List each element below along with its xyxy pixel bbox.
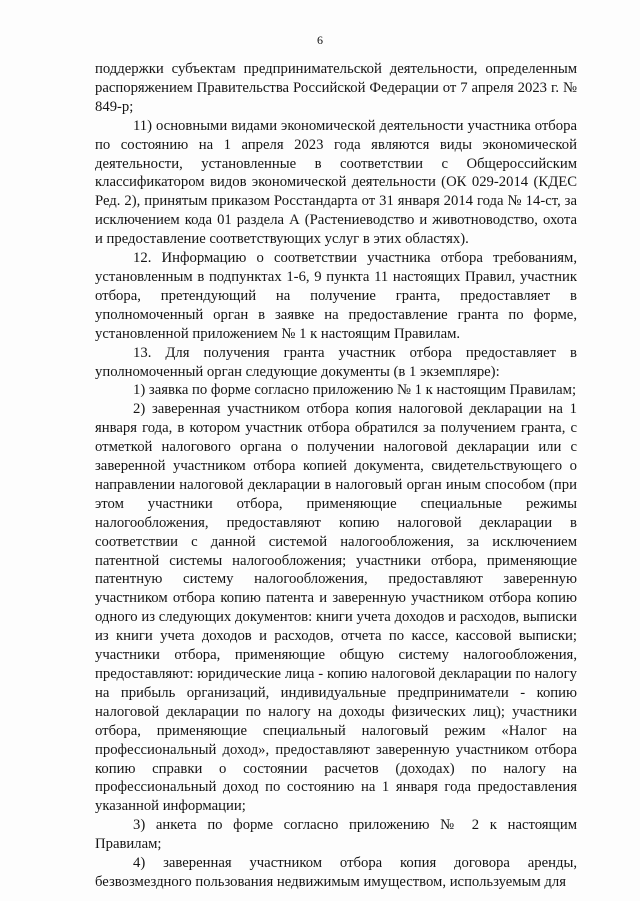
paragraph-item-2: 2) заверенная участником отбора копия налоговой декларации на 1 января года, в котором участник отбора обратился за получением гранта, с отметкой налогового органа о получении налоговой декларации или с заверенной участником отбора копией документа, свидетельствующего о направлении налоговой декларации в налоговый орган иным способом (при этом участники отбора, применяющие специальные режимы налогообложения, предоставляют копию налоговой декларации в соответствии с данной системой налогообложения, за исключением патентной системы налогообложения; участники отбора, применяющие патентную систему налогообложения, предоставляют заверенную участником отбора копию патента и заверенную участником отбора копию одного из следующих документов: книги учета доходов и расходов, выписки из книги учета доходов и расходов, отчета по кассе, кассовой выписки; участники отбора, применяющие общую систему налогообложения, предоставляют: юридические лица - копию налоговой декларации по налогу на прибыль организаций, индивидуальные предприниматели - копию налоговой декларации по налогу на доходы физических лиц); участники отбора, применяющие специальный налоговый режим «Налог на профессиональный доход», предоставляют заверенную участником отбора копию справки о состоянии расчетов (доходах) по налогу на профессиональный доход по состоянию на 1 января года предоставления указанной информации; bbox=[95, 401, 577, 815]
document-body bbox=[95, 60, 577, 892]
paragraph-continuation: поддержки субъектам предпринимательской деятельности, определенным распоряжением Правительства Российской Федерации от 7 апреля 2023 г. № 849-р; bbox=[95, 61, 577, 115]
paragraph-item-4: 4) заверенная участником отбора копия договора аренды, безвозмездного пользования недвижимым имуществом, используемым для bbox=[95, 855, 577, 890]
paragraph-item-11: 11) основными видами экономической деятельности участника отбора по состоянию на 1 апреля 2023 года являются виды экономической деятельности, установленные в соответствии с Общероссийским классификатором видов экономической деятельности (ОК 029-2014 (КДЕС Ред. 2), принятым приказом Росстандарта от 31 января 2014 года № 14-ст, за исключением кода 01 раздела А (Растениеводство и животноводство, охота и предоставление соответствующих услуг в этих областях). bbox=[95, 117, 577, 248]
paragraph-item-1: 1) заявка по форме согласно приложению № 1 к настоящим Правилам; bbox=[133, 382, 577, 399]
paragraph-clause-13: 13. Для получения гранта участник отбора предоставляет в уполномоченный орган следующие документы (в 1 экземпляре): bbox=[95, 344, 577, 380]
paragraph-clause-12: 12. Информацию о соответствии участника отбора требованиям, установленным в подпунктах 1-6, 9 пункта 11 настоящих Правил, участник отбора, претендующий на получение гранта, предоставляет в уполномоченный орган в заявке на предоставление гранта по форме, установленной приложением № 1 к настоящим Правилам. bbox=[95, 250, 577, 342]
paragraph-item-3: 3) анкета по форме согласно приложению № 2 к настоящим Правилам; bbox=[95, 817, 577, 853]
page-number: 6 bbox=[317, 33, 323, 47]
